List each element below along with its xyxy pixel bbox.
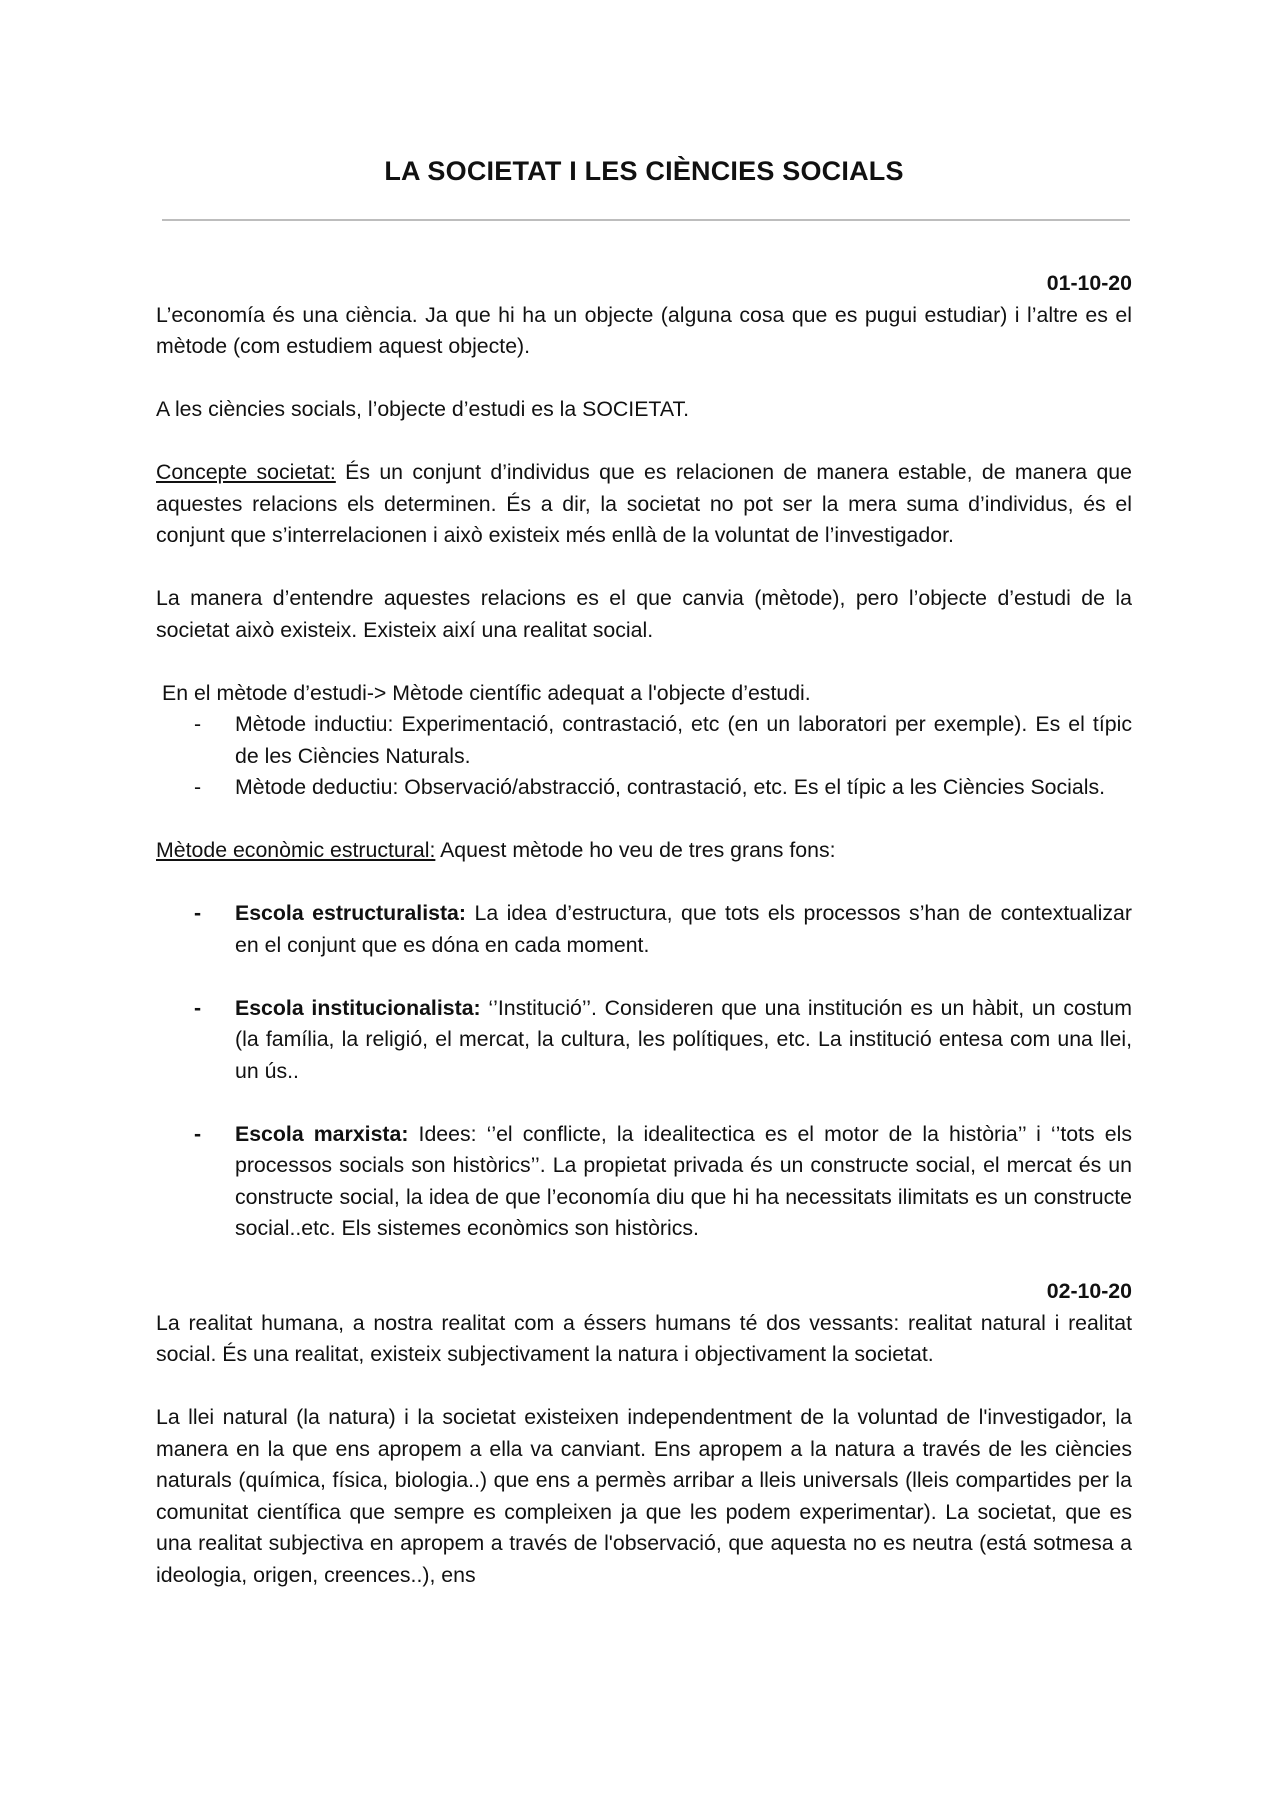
school-name: Escola marxista: (235, 1121, 409, 1146)
paragraph-method-intro: En el mètode d’estudi-> Mètode científic adequat a l'objecte d’estudi. (162, 680, 811, 705)
paragraph-relations: La manera d’entendre aquestes relacions es el que canvia (mètode), pero l’objecte d’estudi de la societat això existeix. Existeix així una realitat social. (156, 586, 1132, 642)
structural-text: Aquest mètode ho veu de tres grans fons: (435, 838, 836, 862)
paragraph-object-of-study: A les ciències socials, l’objecte d’estudi es la SOCIETAT. (156, 397, 690, 421)
list-item (156, 772, 1132, 804)
date-heading-1: 01-10-20 (1046, 271, 1132, 295)
paragraph-economy: L’economía és una ciència. Ja que hi ha un objecte (alguna cosa que es pugui estudiar) i l’altre es el mètode (com estudiem aquest objecte). (156, 302, 1132, 358)
title-divider (162, 219, 1130, 221)
school-text: La idea d’estructura, que tots els processos s’han de contextualizar en el conjunt que es dóna en cada moment. (235, 901, 1132, 957)
method-deductive: Mètode deductiu: Observació/abstracció, contrastació, etc. Es el típic a les Ciències Socials. (235, 775, 1106, 799)
dash-bullet: - (194, 995, 202, 1020)
paragraph-structural-method (156, 835, 1132, 867)
schools-list (156, 898, 1132, 1245)
date-heading-2: 02-10-20 (1046, 1279, 1132, 1303)
concept-text: És un conjunt d’individus que es relacionen de manera estable, de manera que aquestes relacions els determinen. És a dir, la societat no pot ser la mera suma d’individus, és el conjunt que s’interrelacionen i això existeix més enllà de la voluntat de l’investigador. (156, 460, 1132, 547)
school-name: Escola estructuralista: (235, 901, 466, 925)
paragraph-human-reality: La realitat humana, a nostra realitat com a éssers humans té dos vessants: realitat natural i realitat social. És una realitat, existeix subjectivament la natura i objectivament la societat. (156, 1310, 1132, 1366)
list-item (156, 898, 1132, 961)
method-inductive: Mètode inductiu: Experimentació, contrastació, etc (en un laboratori per exemple). Es el típic de les Ciències Naturals. (235, 712, 1132, 768)
dash-bullet: - (194, 1121, 202, 1146)
methods-list (156, 709, 1132, 804)
document-body (156, 268, 1132, 1591)
list-item (156, 993, 1132, 1088)
page-title: LA SOCIETAT I LES CIÈNCIES SOCIALS (384, 156, 904, 186)
school-text: ‘’Institució’’. Consideren que una institución es un hàbit, un costum (la família, la religió, el mercat, la cultura, les polítiques, etc. La institució entesa com una llei, un ús.. (235, 995, 1132, 1083)
school-text: Idees: ‘’el conflicte, la idealitectica es el motor de la història’’ i ‘’tots els processos socials son històrics’’. La propietat privada és un constructe social, el mercat és un constructe social, la idea de que l’economía diu que hi ha necessitats ilimitats es un constructe social..etc. Els sistemes econòmics son històrics. (235, 1121, 1132, 1240)
concept-label: Concepte societat: (156, 460, 336, 484)
dash-bullet: - (194, 712, 202, 736)
dash-bullet: - (194, 775, 202, 799)
list-item (156, 1119, 1132, 1245)
school-name: Escola institucionalista: (235, 995, 481, 1020)
structural-label: Mètode econòmic estructural: (156, 838, 436, 862)
paragraph-society-concept (156, 457, 1132, 552)
dash-bullet: - (194, 901, 202, 925)
paragraph-natural-law: La llei natural (la natura) i la societat existeixen independentment de la voluntad de l'investigador, la manera en la que ens apropem a ella va canviant. Ens apropem a la natura a través de les ciències naturals (química, física, biologia..) que ens a permès arribar a lleis universals (lleis compartides per la comunitat científica que sempre es compleixen ja que les podem experimentar). La societat, que es una realitat subjectiva en apropem a través de l'observació, que aquesta no es neutra (está sotmesa a ideologia, origen, creences..), ens (156, 1405, 1132, 1587)
list-item (156, 709, 1132, 772)
